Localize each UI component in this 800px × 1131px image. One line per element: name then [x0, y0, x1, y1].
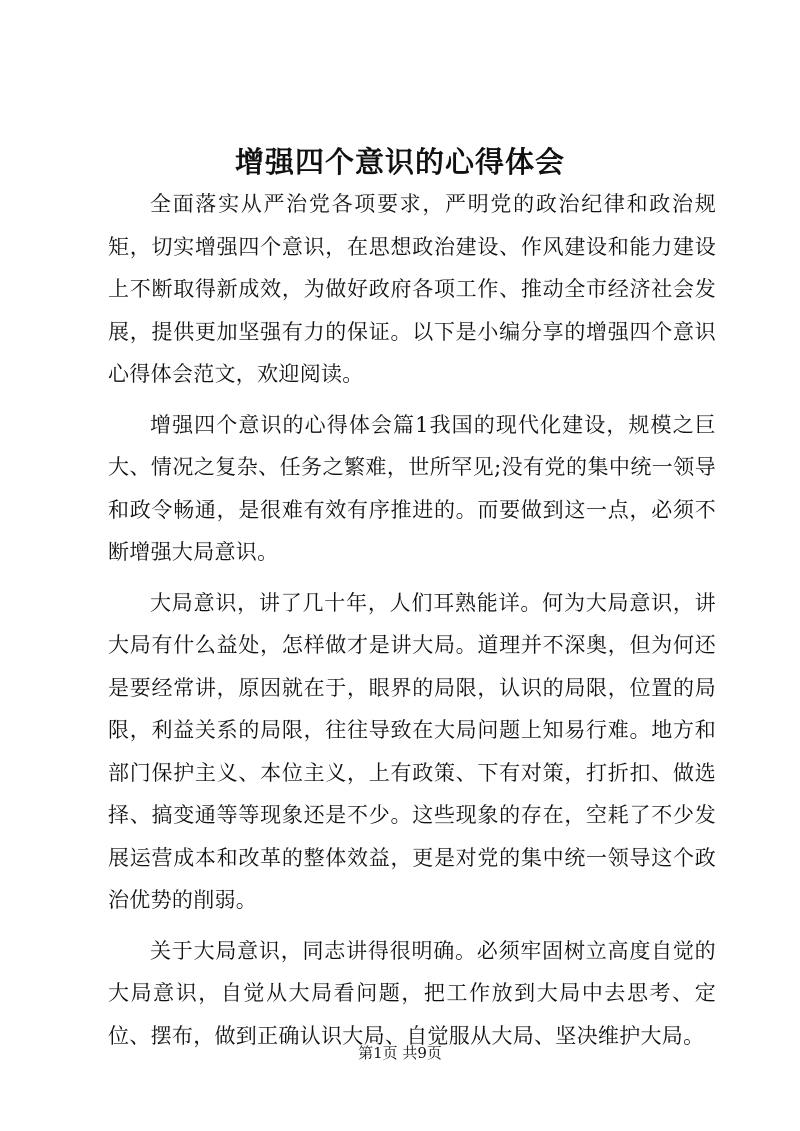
- paragraph-article-1: 增强四个意识的心得体会篇1我国的现代化建设，规模之巨大、情况之复杂、任务之繁难，世所罕见;没有党的集中统一领导和政令畅通，是很难有效有序推进的。而要做到这一点，必须不断增强大局意识。: [108, 412, 716, 564]
- document-body: [108, 183, 716, 1057]
- paragraph-big-picture: 大局意识，讲了几十年，人们耳熟能详。何为大局意识，讲大局有什么益处，怎样做才是讲大局。道理并不深奥，但为何还是要经常讲，原因就在于，眼界的局限，认识的局限，位置的局限，利益关系的局限，往往导致在大局问题上知易行难。地方和部门保护主义、本位主义，上有政策、下有对策，打折扣、做选择、搞变通等等现象还是不少。这些现象的存在，空耗了不少发展运营成本和改革的整体效益，更是对党的集中统一领导这个政治优势的削弱。: [108, 590, 716, 912]
- paragraph-intro: 全面落实从严治党各项要求，严明党的政治纪律和政治规矩，切实增强四个意识，在思想政治建设、作风建设和能力建设上不断取得新成效，为做好政府各项工作、推动全市经济社会发展，提供更加坚强有力的保证。以下是小编分享的增强四个意识心得体会范文，欢迎阅读。: [108, 192, 716, 386]
- page-number-footer: 第1页 共9页: [358, 1044, 442, 1062]
- paragraph-conclusion: 关于大局意识，同志讲得很明确。必须牢固树立高度自觉的大局意识，自觉从大局看问题，把工作放到大局中去思考、定位、摆布，做到正确认识大局、自觉服从大局、坚决维护大局。: [108, 938, 716, 1048]
- document-title: 增强四个意识的心得体会: [234, 145, 565, 179]
